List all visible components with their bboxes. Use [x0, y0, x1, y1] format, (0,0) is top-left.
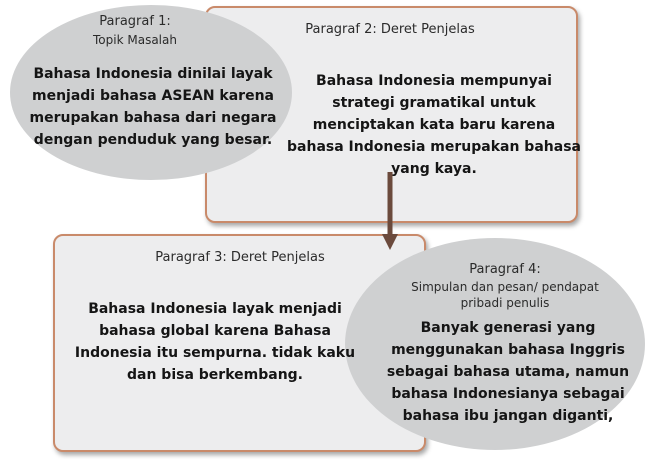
- paragraf-4-subheading: Simpulan dan pesan/ pendapat pribadi penulis: [411, 280, 599, 310]
- paragraf-1-subheading: Topik Masalah: [93, 33, 177, 47]
- paragraf-2-body: Bahasa Indonesia mempunyai strategi gramatikal untuk menciptakan kata baru karena bahasa Indonesia merupakan bahasa yang kaya.: [287, 73, 581, 177]
- paragraf-1-body: Bahasa Indonesia dinilai layak menjadi bahasa ASEAN karena merupakan bahasa dari negara dengan penduduk yang besar.: [29, 66, 277, 148]
- paragraf-4-body: Banyak generasi yang menggunakan bahasa Inggris sebagai bahasa utama, namun bahasa Indonesianya sebagai bahasa ibu jangan diganti,: [386, 320, 630, 424]
- paragraf-1-heading: Paragraf 1:: [99, 14, 171, 29]
- paragraf-3-body: Bahasa Indonesia layak menjadi bahasa global karena Bahasa Indonesia itu sempurna. tidak kaku dan bisa berkembang.: [74, 301, 356, 383]
- paragraf-3-heading: Paragraf 3: Deret Penjelas: [155, 250, 325, 265]
- paragraf-4-heading: Paragraf 4:: [469, 262, 541, 277]
- flow-arrow: [370, 172, 410, 252]
- arrow-head: [382, 234, 398, 250]
- paragraf-2-heading: Paragraf 2: Deret Penjelas: [305, 22, 475, 37]
